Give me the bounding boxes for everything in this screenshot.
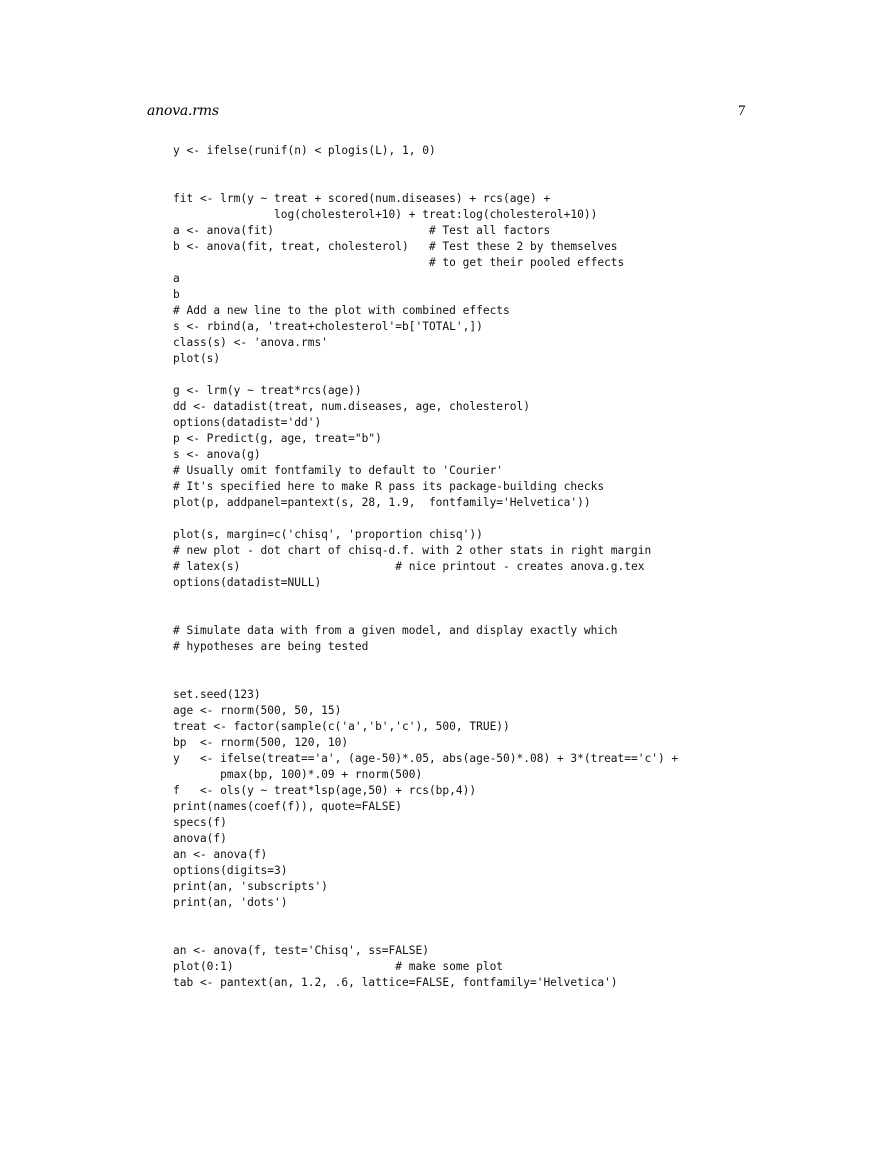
code-line: # to get their pooled effects (173, 256, 625, 269)
code-example-block (173, 143, 678, 991)
code-line: plot(s, margin=c('chisq', 'proportion chisq')) (173, 528, 483, 541)
code-line (173, 175, 678, 191)
code-line: set.seed(123) (173, 688, 261, 701)
code-line: options(datadist='dd') (173, 416, 322, 429)
code-line (173, 511, 678, 527)
code-line: anova(f) (173, 832, 227, 845)
code-line: bp <- rnorm(500, 120, 10) (173, 736, 349, 749)
code-line: age <- rnorm(500, 50, 15) (173, 704, 342, 717)
running-header-title: anova.rms (147, 103, 219, 119)
code-line: treat <- factor(sample(c('a','b','c'), 500, TRUE)) (173, 720, 510, 733)
code-line: f <- ols(y ~ treat*lsp(age,50) + rcs(bp,4)) (173, 784, 477, 797)
code-line: y <- ifelse(treat=='a', (age-50)*.05, abs(age-50)*.08) + 3*(treat=='c') + (173, 752, 679, 765)
code-line: print(an, 'dots') (173, 896, 288, 909)
code-line: log(cholesterol+10) + treat:log(cholesterol+10)) (173, 208, 598, 221)
code-line: tab <- pantext(an, 1.2, .6, lattice=FALSE, fontfamily='Helvetica') (173, 976, 618, 989)
code-line: print(an, 'subscripts') (173, 880, 328, 893)
code-line (173, 367, 678, 383)
code-line: # hypotheses are being tested (173, 640, 369, 653)
code-line (173, 159, 678, 175)
code-line: plot(s) (173, 352, 221, 365)
code-line: plot(0:1) # make some plot (173, 960, 504, 973)
code-line: # new plot - dot chart of chisq-d.f. with 2 other stats in right margin (173, 544, 652, 557)
code-line (173, 671, 678, 687)
code-line (173, 607, 678, 623)
code-line: b <- anova(fit, treat, cholesterol) # Test these 2 by themselves (173, 240, 618, 253)
code-line: # Simulate data with from a given model, and display exactly which (173, 624, 618, 637)
code-line: b (173, 288, 180, 301)
code-line: options(datadist=NULL) (173, 576, 322, 589)
code-line: s <- anova(g) (173, 448, 261, 461)
code-line: # Add a new line to the plot with combined effects (173, 304, 510, 317)
code-line: p <- Predict(g, age, treat="b") (173, 432, 382, 445)
code-line: specs(f) (173, 816, 227, 829)
code-line (173, 591, 678, 607)
code-line (173, 911, 678, 927)
code-line: dd <- datadist(treat, num.diseases, age, cholesterol) (173, 400, 530, 413)
code-line: # It's specified here to make R pass its package-building checks (173, 480, 605, 493)
code-line: s <- rbind(a, 'treat+cholesterol'=b['TOTAL',]) (173, 320, 483, 333)
code-line: a <- anova(fit) # Test all factors (173, 224, 551, 237)
code-line: options(digits=3) (173, 864, 288, 877)
code-line: # latex(s) # nice printout - creates anova.g.tex (173, 560, 645, 573)
code-line: # Usually omit fontfamily to default to 'Courier' (173, 464, 504, 477)
code-line: fit <- lrm(y ~ treat + scored(num.diseases) + rcs(age) + (173, 192, 551, 205)
code-line: an <- anova(f) (173, 848, 268, 861)
code-line: a (173, 272, 180, 285)
code-line: an <- anova(f, test='Chisq', ss=FALSE) (173, 944, 429, 957)
code-line: g <- lrm(y ~ treat*rcs(age)) (173, 384, 362, 397)
code-line (173, 655, 678, 671)
code-line: plot(p, addpanel=pantext(s, 28, 1.9, fontfamily='Helvetica')) (173, 496, 591, 509)
code-line (173, 927, 678, 943)
page-number: 7 (738, 103, 746, 119)
code-line: print(names(coef(f)), quote=FALSE) (173, 800, 403, 813)
code-line: class(s) <- 'anova.rms' (173, 336, 328, 349)
code-line: pmax(bp, 100)*.09 + rnorm(500) (173, 768, 423, 781)
code-line: y <- ifelse(runif(n) < plogis(L), 1, 0) (173, 144, 436, 157)
